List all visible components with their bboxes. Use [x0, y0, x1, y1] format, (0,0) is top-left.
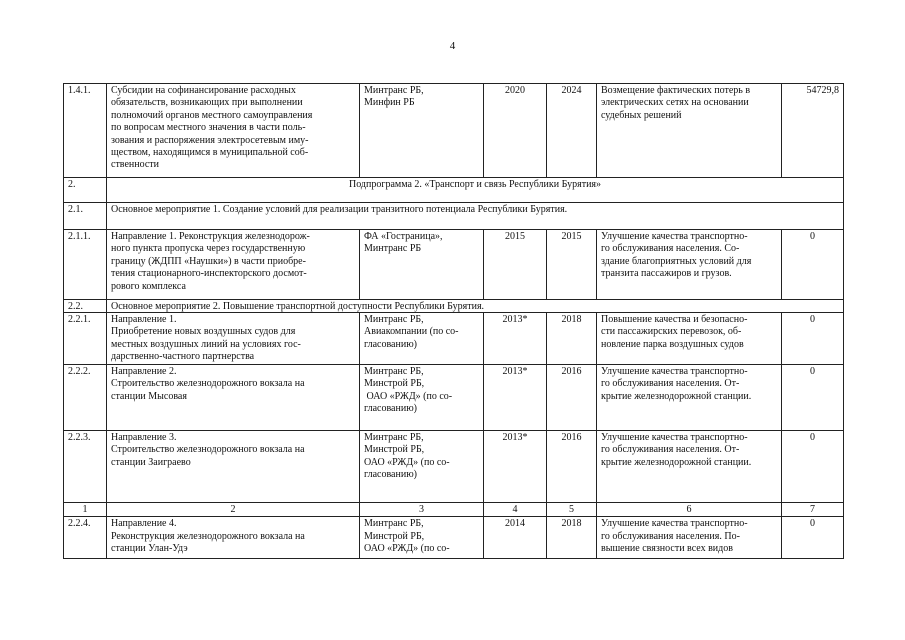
table-row [64, 313, 844, 365]
column-number-row [64, 503, 844, 517]
amount: 0 [782, 230, 844, 300]
subprogram-title: Подпрограмма 2. «Транспорт и связь Республики Бурятия» [107, 178, 844, 203]
start-year: 2020 [484, 84, 547, 178]
end-year: 2018 [547, 517, 597, 559]
column-number: 4 [484, 503, 547, 517]
measure-title: Субсидии на софинансирование расходных обязательств, возникающих при выполнении полномочий органов местного самоуправления по вопросам местного значения в части поль- зования и распоряжения электросетевым иму- ществом, находящимся в муниципальной соб- ственности [107, 84, 360, 178]
table-row [64, 431, 844, 503]
table-row [64, 365, 844, 431]
expected-result: Улучшение качества транспортно- го обслуживания населения. От- крытие железнодорожной станции. [597, 431, 782, 503]
column-number: 6 [597, 503, 782, 517]
expected-result: Повышение качества и безопасно- сти пассажирских перевозок, об- новление парка воздушных судов [597, 313, 782, 365]
executor: Минтранс РБ, Минстрой РБ, ОАО «РЖД» (по со- гласованию) [360, 365, 484, 431]
measure-title: Направление 2. Строительство железнодорожного вокзала на станции Мысовая [107, 365, 360, 431]
executor: Минтранс РБ, Минстрой РБ, ОАО «РЖД» (по со- гласованию) [360, 431, 484, 503]
end-year: 2016 [547, 431, 597, 503]
table-row [64, 84, 844, 178]
row-number: 2.1. [64, 203, 107, 230]
expected-result: Улучшение качества транспортно- го обслуживания населения. По- вышение связности всех видов [597, 517, 782, 559]
table-row [64, 300, 844, 313]
amount: 54729,8 [782, 84, 844, 178]
start-year: 2015 [484, 230, 547, 300]
end-year: 2015 [547, 230, 597, 300]
executor: Минтранс РБ, Авиакомпании (по со- гласованию) [360, 313, 484, 365]
row-number: 2. [64, 178, 107, 203]
column-number: 3 [360, 503, 484, 517]
amount: 0 [782, 313, 844, 365]
table-row [64, 178, 844, 203]
row-number: 2.1.1. [64, 230, 107, 300]
measure-title: Направление 3. Строительство железнодорожного вокзала на станции Заиграево [107, 431, 360, 503]
end-year: 2018 [547, 313, 597, 365]
column-number: 5 [547, 503, 597, 517]
main-measure-title: Основное мероприятие 2. Повышение транспортной доступности Республики Бурятия. [107, 300, 844, 313]
row-number: 2.2.2. [64, 365, 107, 431]
program-table [63, 83, 844, 559]
end-year: 2016 [547, 365, 597, 431]
measure-title: Направление 1. Реконструкция железнодорож- ного пункта пропуска через государственную границу (ЖДПП «Наушки») в части приобре- тения стационарного-инспекторского досмот- рового комплекса [107, 230, 360, 300]
expected-result: Улучшение качества транспортно- го обслуживания населения. От- крытие железнодорожной станции. [597, 365, 782, 431]
end-year: 2024 [547, 84, 597, 178]
table-row [64, 517, 844, 559]
row-number: 2.2.1. [64, 313, 107, 365]
expected-result: Возмещение фактических потерь в электрических сетях на основании судебных решений [597, 84, 782, 178]
executor: ФА «Гостраница», Минтранс РБ [360, 230, 484, 300]
row-number: 2.2. [64, 300, 107, 313]
amount: 0 [782, 517, 844, 559]
row-number: 2.2.4. [64, 517, 107, 559]
amount: 0 [782, 431, 844, 503]
measure-title: Направление 4. Реконструкция железнодорожного вокзала на станции Улан-Удэ [107, 517, 360, 559]
table-row [64, 230, 844, 300]
expected-result: Улучшение качества транспортно- го обслуживания населения. Со- здание благоприятных условий для транзита пассажиров и грузов. [597, 230, 782, 300]
table-row [64, 203, 844, 230]
executor: Минтранс РБ, Минфин РБ [360, 84, 484, 178]
column-number: 1 [64, 503, 107, 517]
executor: Минтранс РБ, Минстрой РБ, ОАО «РЖД» (по со- [360, 517, 484, 559]
measure-title: Направление 1. Приобретение новых воздушных судов для местных воздушных линий на условиях гос- дарственно-частного партнерства [107, 313, 360, 365]
start-year: 2013* [484, 431, 547, 503]
row-number: 1.4.1. [64, 84, 107, 178]
amount: 0 [782, 365, 844, 431]
start-year: 2013* [484, 313, 547, 365]
start-year: 2013* [484, 365, 547, 431]
main-measure-title: Основное мероприятие 1. Создание условий для реализации транзитного потенциала Республики Бурятия. [107, 203, 844, 230]
column-number: 2 [107, 503, 360, 517]
page-number: 4 [449, 40, 456, 52]
row-number: 2.2.3. [64, 431, 107, 503]
start-year: 2014 [484, 517, 547, 559]
column-number: 7 [782, 503, 844, 517]
